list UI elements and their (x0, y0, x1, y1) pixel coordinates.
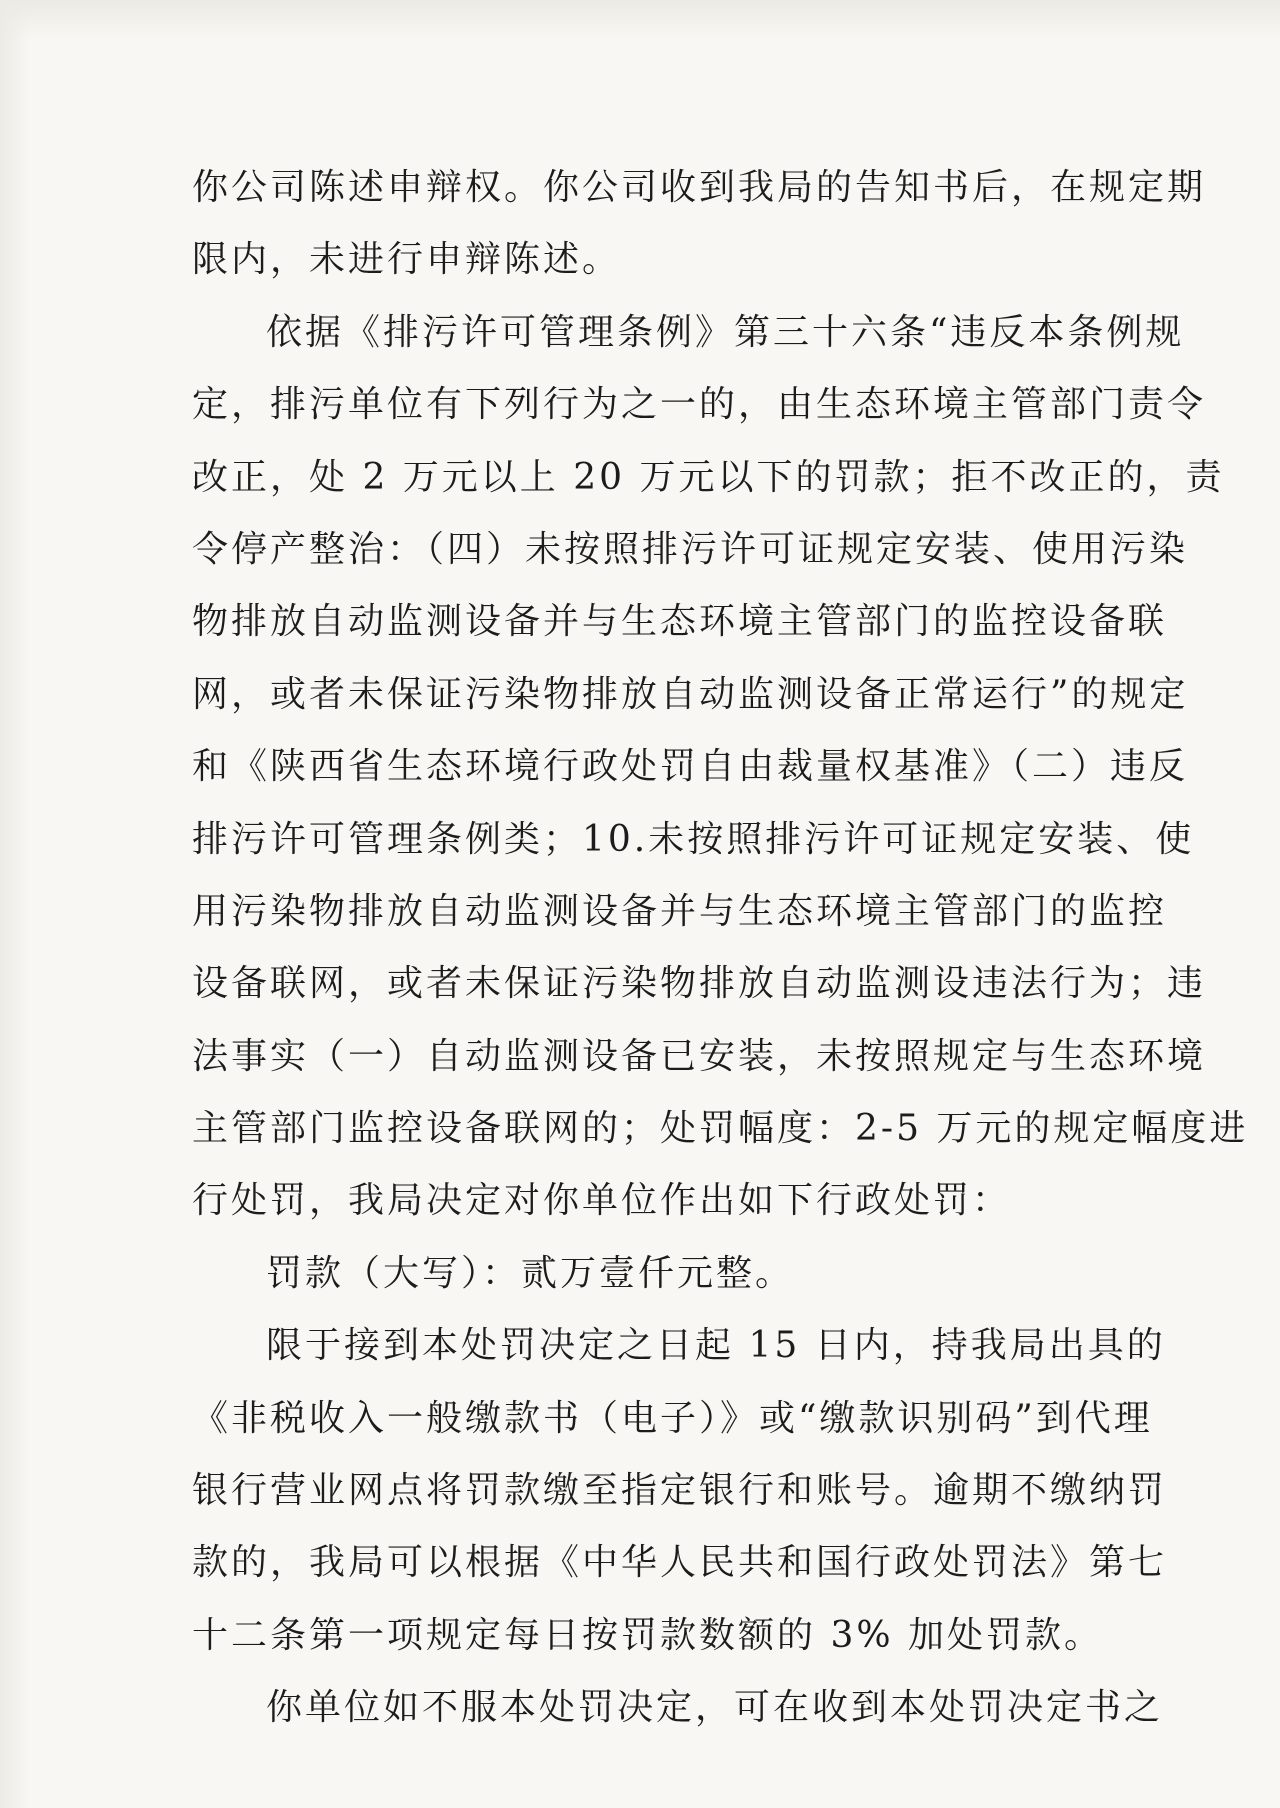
text-line: 法事实（一）自动监测设备已安装，未按照规定与生态环境 (192, 1035, 1207, 1077)
text-line: 排污许可管理条例类；10.未按照排污许可证规定安装、使 (192, 818, 1195, 860)
text-line: 改正，处 2 万元以上 20 万元以下的罚款；拒不改正的，责 (192, 456, 1225, 498)
document-body (192, 152, 1249, 1745)
text-line: 《非税收入一般缴款书（电子）》或“缴款识别码”到代理 (192, 1397, 1153, 1439)
text-line: 依据《排污许可管理条例》第三十六条“违反本条例规 (266, 311, 1185, 353)
text-line: 款的，我局可以根据《中华人民共和国行政处罚法》第七 (192, 1542, 1168, 1584)
text-line: 限内，未进行申辩陈述。 (192, 239, 622, 281)
scan-edge-top (0, 0, 1280, 40)
text-line: 物排放自动监测设备并与生态环境主管部门的监控设备联 (192, 601, 1168, 643)
text-line: 十二条第一项规定每日按罚款数额的 3% 加处罚款。 (192, 1614, 1103, 1656)
text-line: 设备联网，或者未保证污染物排放自动监测设违法行为；违 (192, 963, 1207, 1005)
scan-edge-left (0, 0, 30, 1808)
text-line: 和《陕西省生态环境行政处罚自由裁量权基准》（二）违反 (192, 746, 1189, 788)
text-line: 主管部门监控设备联网的；处罚幅度：2-5 万元的规定幅度进 (192, 1108, 1249, 1150)
text-line: 你公司陈述申辩权。你公司收到我局的告知书后，在规定期 (192, 167, 1207, 208)
text-line: 限于接到本处罚决定之日起 15 日内，持我局出具的 (266, 1325, 1166, 1367)
text-line: 网，或者未保证污染物排放自动监测设备正常运行”的规定 (192, 673, 1189, 715)
text-line: 令停产整治：（四）未按照排污许可证规定安装、使用污染 (192, 528, 1189, 570)
text-line: 用污染物排放自动监测设备并与生态环境主管部门的监控 (192, 890, 1168, 932)
text-line: 你单位如不服本处罚决定，可在收到本处罚决定书之 (266, 1687, 1164, 1729)
text-line: 定，排污单位有下列行为之一的，由生态环境主管部门责令 (192, 384, 1207, 426)
text-line: 银行营业网点将罚款缴至指定银行和账号。逾期不缴纳罚 (192, 1470, 1168, 1512)
text-line: 行处罚，我局决定对你单位作出如下行政处罚： (192, 1180, 1012, 1222)
text-line: 罚款（大写）：贰万壹仟元整。 (266, 1252, 795, 1294)
